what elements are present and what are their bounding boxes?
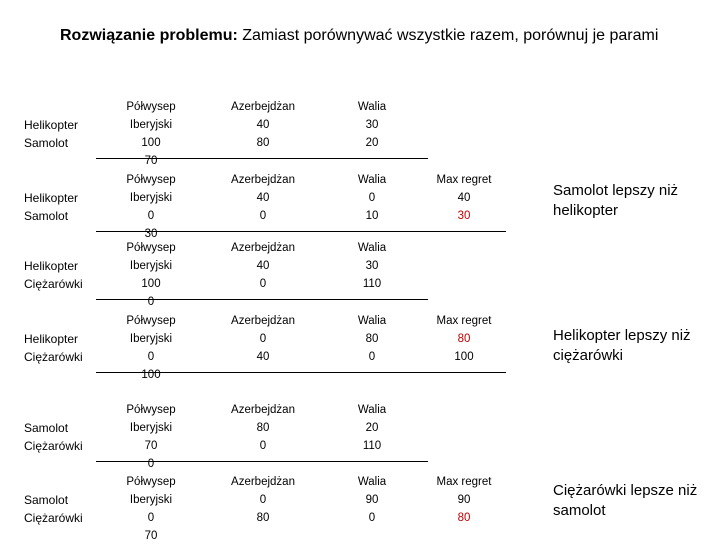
cell-value: 70 bbox=[144, 530, 158, 542]
row-label: Ciężarówki bbox=[24, 350, 83, 364]
conclusion-text: Samolot lepszy niż helikopter bbox=[553, 182, 679, 219]
cell-value-highlight: 80 bbox=[457, 333, 471, 345]
row-label: Ciężarówki bbox=[24, 511, 83, 525]
cell-value: 0 bbox=[147, 351, 155, 363]
column-header: Półwysep Iberyjski bbox=[126, 315, 176, 345]
row-labels bbox=[24, 419, 94, 455]
row-divider bbox=[96, 372, 506, 373]
cell-value: 40 bbox=[256, 351, 270, 363]
row-label: Samolot bbox=[24, 421, 69, 435]
cell-value: 100 bbox=[454, 351, 474, 363]
cell-value: 0 bbox=[259, 494, 267, 506]
column-header: Półwysep Iberyjski bbox=[126, 174, 176, 204]
cell-value: 110 bbox=[362, 278, 382, 290]
column-max-regret bbox=[419, 312, 509, 366]
row-divider bbox=[96, 158, 428, 159]
row-labels bbox=[24, 491, 94, 527]
cell-value: 90 bbox=[365, 494, 379, 506]
comparison-block-4 bbox=[0, 312, 720, 382]
column-header: Max regret bbox=[436, 315, 492, 327]
column-header: Azerbejdżan bbox=[231, 476, 295, 488]
column-wales bbox=[327, 473, 417, 527]
cell-value: 40 bbox=[256, 260, 270, 272]
cell-value-highlight: 30 bbox=[457, 210, 471, 222]
column-header: Azerbejdżan bbox=[231, 242, 295, 254]
column-header: Azerbejdżan bbox=[231, 101, 295, 113]
cell-value: 40 bbox=[457, 192, 471, 204]
column-azerbaijan bbox=[218, 473, 308, 527]
cell-value: 0 bbox=[259, 440, 267, 452]
row-divider bbox=[96, 231, 506, 232]
row-label: Samolot bbox=[24, 493, 69, 507]
cell-value-highlight: 80 bbox=[457, 512, 471, 524]
column-azerbaijan bbox=[218, 239, 308, 293]
row-label: Helikopter bbox=[24, 191, 79, 205]
row-divider bbox=[96, 299, 428, 300]
column-wales bbox=[327, 239, 417, 293]
column-header: Max regret bbox=[436, 174, 492, 186]
cell-value: 80 bbox=[256, 137, 270, 149]
cell-value: 80 bbox=[365, 333, 379, 345]
column-header: Walia bbox=[357, 174, 387, 186]
column-header: Walia bbox=[357, 315, 387, 327]
cell-value: 70 bbox=[144, 155, 158, 167]
cell-value: 40 bbox=[256, 192, 270, 204]
column-header: Walia bbox=[357, 476, 387, 488]
cell-value: 20 bbox=[365, 137, 379, 149]
column-azerbaijan bbox=[218, 312, 308, 366]
column-iberian bbox=[106, 312, 196, 384]
cell-value: 0 bbox=[368, 512, 376, 524]
row-labels bbox=[24, 116, 94, 152]
column-header: Półwysep Iberyjski bbox=[126, 242, 176, 272]
row-label: Ciężarówki bbox=[24, 439, 83, 453]
column-header: Półwysep Iberyjski bbox=[126, 476, 176, 506]
row-label: Samolot bbox=[24, 136, 69, 150]
cell-value: 90 bbox=[457, 494, 471, 506]
cell-value: 80 bbox=[256, 512, 270, 524]
row-label: Samolot bbox=[24, 209, 69, 223]
cell-value: 0 bbox=[259, 210, 267, 222]
cell-value: 100 bbox=[141, 137, 161, 149]
column-wales bbox=[327, 401, 417, 455]
cell-value: 110 bbox=[362, 440, 382, 452]
conclusion-text: Ciężarówki lepsze niż samolot bbox=[553, 482, 698, 519]
cell-value: 0 bbox=[147, 210, 155, 222]
column-azerbaijan bbox=[218, 98, 308, 152]
cell-value: 0 bbox=[147, 512, 155, 524]
column-iberian bbox=[106, 401, 196, 473]
row-label: Helikopter bbox=[24, 118, 79, 132]
column-azerbaijan bbox=[218, 171, 308, 225]
comparison-block-3 bbox=[0, 239, 720, 309]
row-label: Helikopter bbox=[24, 259, 79, 273]
conclusion-text: Helikopter lepszy niż ciężarówki bbox=[553, 327, 691, 364]
row-labels bbox=[24, 257, 94, 293]
cell-value: 30 bbox=[144, 228, 158, 240]
column-iberian bbox=[106, 239, 196, 311]
column-header: Azerbejdżan bbox=[231, 404, 295, 416]
comparison-block-2 bbox=[0, 171, 720, 241]
cell-value: 80 bbox=[256, 422, 270, 434]
column-header: Półwysep Iberyjski bbox=[126, 101, 176, 131]
column-max-regret bbox=[419, 473, 509, 527]
cell-value: 0 bbox=[368, 351, 376, 363]
column-header: Walia bbox=[357, 101, 387, 113]
column-iberian bbox=[106, 98, 196, 170]
column-wales bbox=[327, 171, 417, 225]
column-azerbaijan bbox=[218, 401, 308, 455]
column-header: Azerbejdżan bbox=[231, 315, 295, 327]
cell-value: 0 bbox=[259, 333, 267, 345]
title-bold: Rozwiązanie problemu: bbox=[60, 27, 238, 44]
column-header: Max regret bbox=[436, 476, 492, 488]
slide-title bbox=[60, 24, 700, 48]
column-wales bbox=[327, 312, 417, 366]
column-header: Walia bbox=[357, 404, 387, 416]
row-labels bbox=[24, 189, 94, 225]
column-header: Walia bbox=[357, 242, 387, 254]
comparison-block-5 bbox=[0, 401, 720, 471]
cell-value: 10 bbox=[365, 210, 379, 222]
row-label: Ciężarówki bbox=[24, 277, 83, 291]
cell-value: 0 bbox=[147, 296, 155, 308]
cell-value: 40 bbox=[256, 119, 270, 131]
comparison-block-6 bbox=[0, 473, 720, 543]
cell-value: 0 bbox=[147, 458, 155, 470]
cell-value: 30 bbox=[365, 260, 379, 272]
cell-value: 30 bbox=[365, 119, 379, 131]
cell-value: 100 bbox=[141, 369, 161, 381]
comparison-block-1 bbox=[0, 98, 720, 168]
column-iberian bbox=[106, 473, 196, 545]
column-wales bbox=[327, 98, 417, 152]
cell-value: 100 bbox=[141, 278, 161, 290]
cell-value: 20 bbox=[365, 422, 379, 434]
column-max-regret bbox=[419, 171, 509, 225]
row-label: Helikopter bbox=[24, 332, 79, 346]
column-header: Półwysep Iberyjski bbox=[126, 404, 176, 434]
row-divider bbox=[96, 461, 428, 462]
column-header: Azerbejdżan bbox=[231, 174, 295, 186]
cell-value: 0 bbox=[259, 278, 267, 290]
row-labels bbox=[24, 330, 94, 366]
cell-value: 70 bbox=[144, 440, 158, 452]
cell-value: 0 bbox=[368, 192, 376, 204]
column-iberian bbox=[106, 171, 196, 243]
title-rest: Zamiast porównywać wszystkie razem, porównuj je parami bbox=[237, 27, 659, 44]
